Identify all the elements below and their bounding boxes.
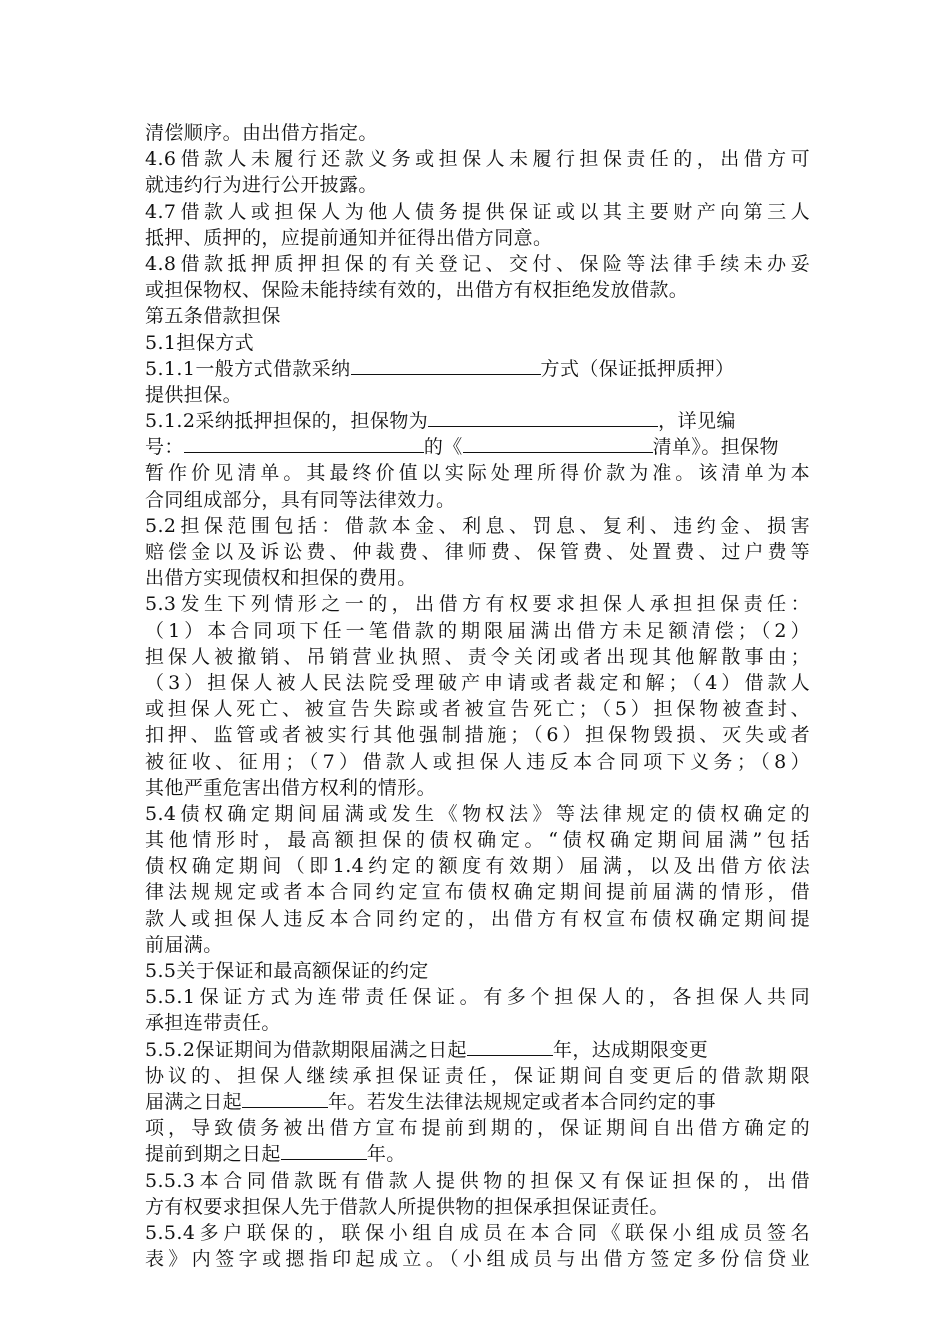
clause-5-5-2	[145, 1037, 810, 1063]
text-line	[145, 1141, 810, 1167]
text-line: 清偿顺序。由出借方指定。	[145, 122, 378, 144]
text-line: 前届满。	[145, 933, 223, 956]
text-line: 出借方实现债权和担保的费用。	[145, 567, 417, 590]
text-line: （3）担保人被人民法院受理破产申请或者裁定和解；（4）借款人	[145, 671, 810, 694]
text-line: 协议的、担保人继续承担保证责任，保证期间自变更后的借款期限	[145, 1064, 810, 1087]
text-line: 款人或担保人违反本合同约定的，出借方有权宣布债权确定期间提	[145, 907, 810, 930]
clause-5-1-1	[145, 356, 810, 382]
text-line: 其他严重危害出借方权利的情形。	[145, 776, 437, 799]
clause-5-4: 5.4债权确定期间届满或发生《物权法》等法律规定的债权确定的	[145, 802, 810, 825]
text-span: 清单》。担保物	[652, 436, 779, 459]
subsection-heading: 5.5关于保证和最高额保证的约定	[145, 960, 429, 982]
clause-4-8: 4.8借款抵押质押担保的有关登记、交付、保险等法律手续未办妥	[145, 252, 810, 275]
clause-5-5-3: 5.5.3本合同借款既有借款人提供物的担保又有保证担保的，出借	[145, 1169, 810, 1192]
text-line: 扣押、监管或者被实行其他强制措施；（6）担保物毁损、灭失或者	[145, 724, 810, 747]
text-span: 的《	[423, 436, 463, 459]
text-line	[145, 1089, 810, 1115]
text-span: 年。	[366, 1143, 406, 1166]
text-span: 年。若发生法律法规规定或者本合同约定的事	[328, 1090, 717, 1113]
text-line: 提供担保。	[145, 383, 243, 406]
text-span: 5.1.1一般方式借款采纳	[145, 357, 351, 380]
clause-5-3: 5.3发生下列情形之一的，出借方有权要求担保人承担担保责任：	[145, 593, 810, 616]
fill-in-blank[interactable]	[184, 434, 424, 453]
text-line: 债权确定期间（即1.4约定的额度有效期）届满，以及出借方依法	[145, 855, 810, 878]
text-line: 其他情形时，最高额担保的债权确定。“债权确定期间届满”包括	[145, 829, 810, 852]
clause-5-5-1: 5.5.1保证方式为连带责任保证。有多个担保人的，各担保人共同	[145, 986, 810, 1009]
text-line: 赔偿金以及诉讼费、仲裁费、律师费、保管费、处置费、过户费等	[145, 541, 810, 563]
text-span: 方式（保证抵押质押）	[540, 357, 735, 380]
text-line: 承担连带责任。	[145, 1012, 281, 1035]
text-line	[145, 434, 810, 460]
clause-4-6: 4.6借款人未履行还款义务或担保人未履行担保责任的，出借方可	[145, 148, 810, 171]
text-span: 届满之日起	[145, 1090, 243, 1113]
clause-5-1-2	[145, 408, 810, 434]
section-heading: 第五条借款担保	[145, 305, 281, 328]
subsection-heading: 5.1担保方式	[145, 331, 255, 354]
text-line: 律法规规定或者本合同约定宣布债权确定期间提前届满的情形，借	[145, 881, 810, 904]
text-line: 就违约行为进行公开披露。	[145, 174, 378, 197]
text-line: （1）本合同项下任一笔借款的期限届满出借方未足额清偿；（2）	[145, 619, 810, 642]
text-span: 号：	[145, 436, 184, 459]
text-span: 提前到期之日起	[145, 1143, 281, 1166]
text-span: ，详见编	[658, 410, 736, 433]
text-line: 或担保物权、保险未能持续有效的，出借方有权拒绝发放借款。	[145, 279, 689, 302]
clause-5-5-4: 5.5.4多户联保的，联保小组自成员在本合同《联保小组成员签名	[145, 1221, 810, 1244]
text-span: 5.5.2保证期间为借款期限届满之日起	[145, 1038, 467, 1061]
text-span: 5.1.2采纳抵押担保的，担保物为	[145, 410, 429, 433]
fill-in-blank[interactable]	[242, 1089, 328, 1108]
text-line: 被征收、征用；（7）借款人或担保人违反本合同项下义务；（8）	[145, 750, 810, 773]
text-line: 合同组成部分，具有同等法律效力。	[145, 488, 456, 511]
text-line: 抵押、质押的，应提前通知并征得出借方同意。	[145, 226, 553, 249]
text-line: 或担保人死亡、被宣告失踪或者被宣告死亡；（5）担保物被查封、	[145, 698, 810, 721]
text-line: 暂作价见清单。其最终价值以实际处理所得价款为准。该清单为本	[145, 462, 810, 485]
text-line: 方有权要求担保人先于借款人所提供物的担保承担保证责任。	[145, 1195, 669, 1218]
fill-in-blank[interactable]	[467, 1037, 553, 1056]
text-line: 担保人被撤销、吊销营业执照、责令关闭或者出现其他解散事由；	[145, 645, 810, 668]
fill-in-blank[interactable]	[281, 1141, 367, 1160]
document-page	[145, 120, 810, 1272]
text-span: 年，达成期限变更	[552, 1038, 709, 1061]
clause-5-2: 5.2担保范围包括：借款本金、利息、罚息、复利、违约金、损害	[145, 514, 810, 537]
text-line: 项，导致债务被出借方宣布提前到期的，保证期间自出借方确定的	[145, 1117, 810, 1140]
fill-in-blank[interactable]	[428, 408, 658, 427]
fill-in-blank[interactable]	[463, 434, 653, 453]
clause-4-7: 4.7借款人或担保人为他人债务提供保证或以其主要财产向第三人	[145, 200, 810, 223]
text-line: 表》内签字或摁指印起成立。（小组成员与出借方签定多份信贷业	[145, 1248, 810, 1271]
fill-in-blank[interactable]	[351, 356, 541, 375]
